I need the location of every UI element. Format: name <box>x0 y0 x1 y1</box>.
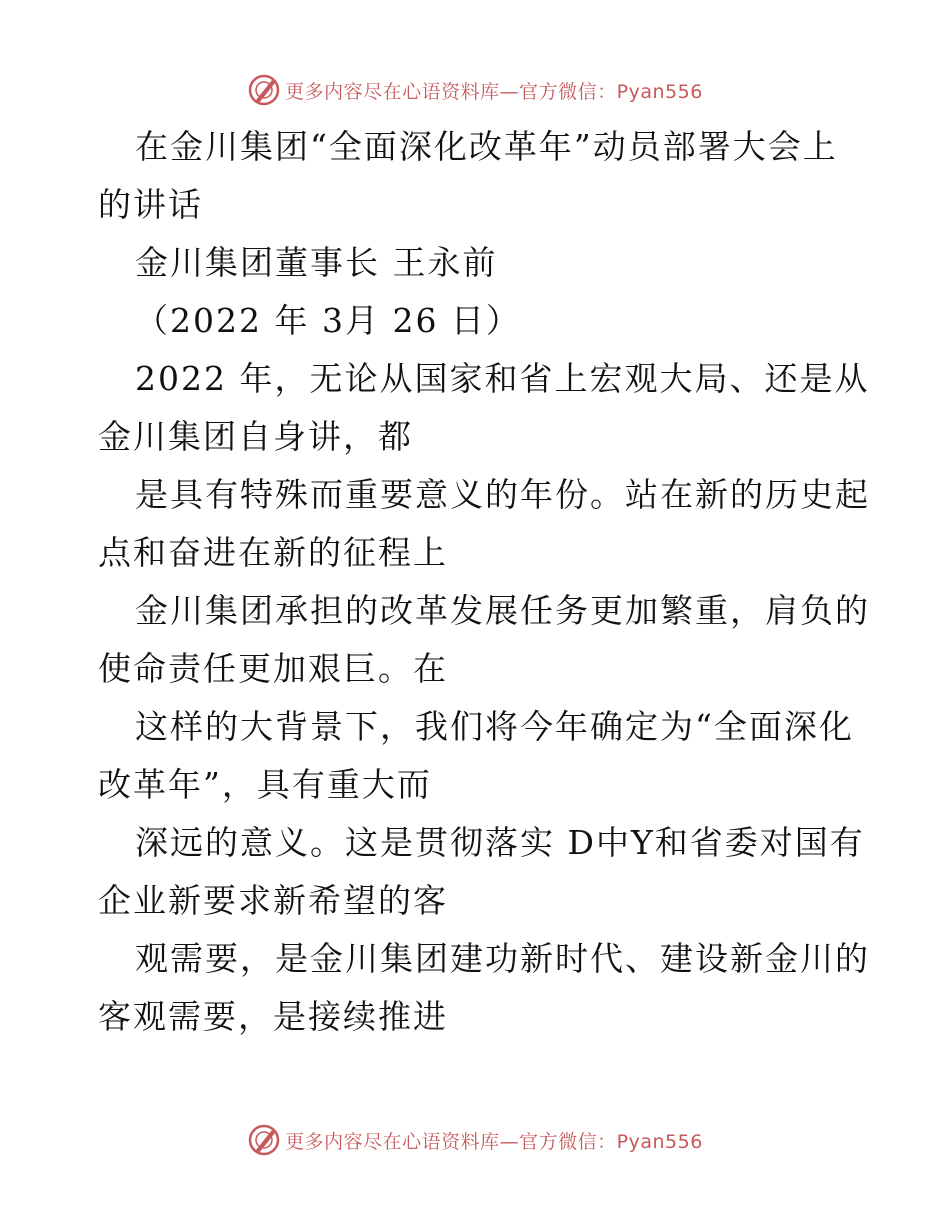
title-line-1: 在金川集团“全面深化改革年”动员部署大会上 <box>135 127 838 166</box>
watermark-text: 更多内容尽在心语资料库—官方微信：Pyan556 <box>285 80 703 103</box>
body-line: 点和奋进在新的征程上 <box>98 533 448 572</box>
document-body <box>98 118 870 1046</box>
body-line: 使命责任更加艰巨。在 <box>98 649 448 688</box>
watermark-footer <box>0 1120 950 1160</box>
watermark-header <box>0 70 950 110</box>
pen-logo-icon <box>247 73 281 107</box>
pen-logo-icon <box>247 1123 281 1157</box>
body-line: 这样的大背景下，我们将今年确定为“全面深化 <box>135 707 854 746</box>
body-line: 客观需要，是接续推进 <box>98 997 448 1036</box>
body-line: 企业新要求新希望的客 <box>98 881 448 920</box>
watermark-text: 更多内容尽在心语资料库—官方微信：Pyan556 <box>285 1130 703 1153</box>
body-line: 2022 年，无论从国家和省上宏观大局、还是从 <box>135 359 870 398</box>
date-line: （2022 年 3月 26 日） <box>135 301 521 340</box>
body-line: 深远的意义。这是贯彻落实 D中Y和省委对国有 <box>135 823 865 862</box>
author-line: 金川集团董事长 王永前 <box>135 243 498 282</box>
body-line: 金川集团自身讲，都 <box>98 417 413 456</box>
title-line-2: 的讲话 <box>98 185 203 224</box>
body-line: 是具有特殊而重要意义的年份。站在新的历史起 <box>135 475 870 514</box>
body-line: 金川集团承担的改革发展任务更加繁重，肩负的 <box>135 591 870 630</box>
body-line: 观需要，是金川集团建功新时代、建设新金川的 <box>135 939 870 978</box>
body-line: 改革年”，具有重大而 <box>98 765 432 804</box>
